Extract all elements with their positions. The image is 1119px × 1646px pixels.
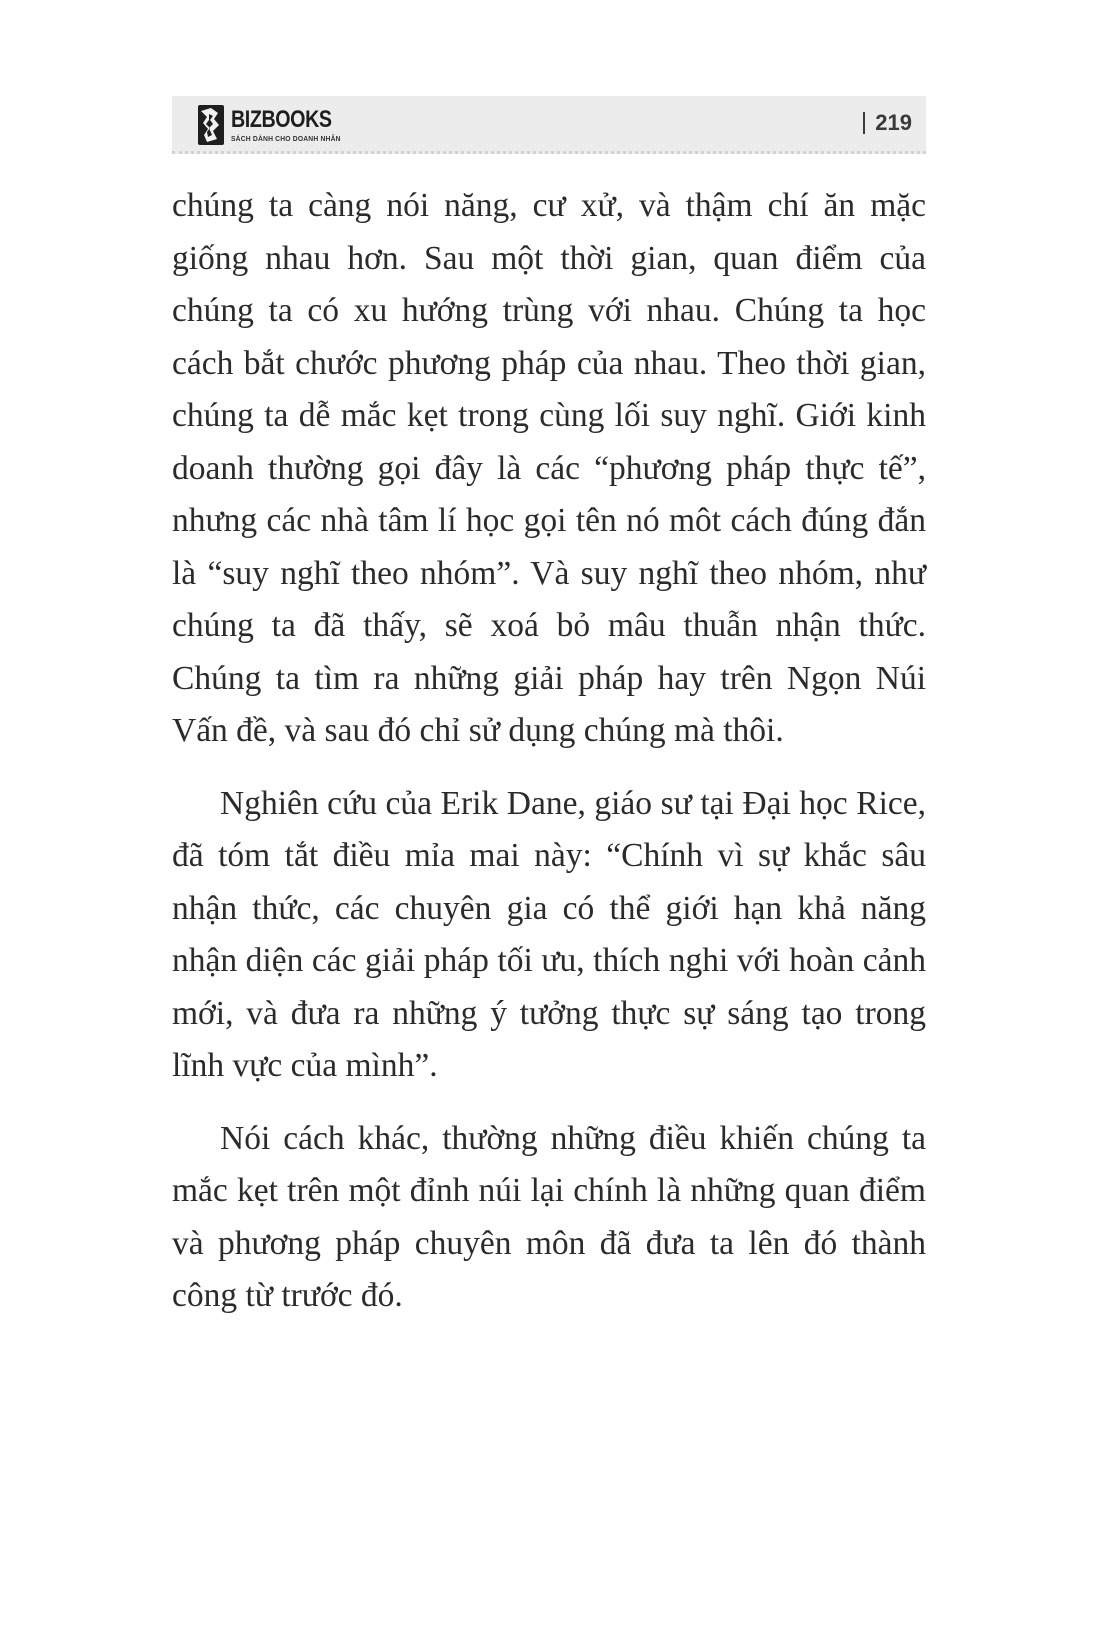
body-text — [172, 180, 926, 1323]
page-number-divider — [863, 112, 865, 134]
publisher-logo — [198, 105, 354, 145]
page-number-value: 219 — [875, 110, 912, 135]
bizbooks-logo-icon — [198, 105, 224, 145]
page-header — [172, 96, 926, 154]
paragraph: Nói cách khác, thường những điều khiến chúng ta mắc kẹt trên một đỉnh núi lại chính là những quan điểm và phương pháp chuyên môn đã đưa ta lên đó thành công từ trước đó. — [172, 1119, 926, 1314]
page-number — [863, 110, 912, 136]
paragraph: Nghiên cứu của Erik Dane, giáo sư tại Đại học Rice, đã tóm tắt điều mỉa mai này: “Chính vì sự khắc sâu nhận thức, các chuyên gia có thể giới hạn khả năng nhận diện các giải pháp tối ưu, thích nghi với hoàn cảnh mới, và đưa ra những ý tưởng thực sự sáng tạo trong lĩnh vực của mình”. — [172, 784, 926, 1084]
paragraph: chúng ta càng nói năng, cư xử, và thậm chí ăn mặc giống nhau hơn. Sau một thời gian, quan điểm của chúng ta có xu hướng trùng với nhau. Chúng ta học cách bắt chước phương pháp của nhau. Theo thời gian, chúng ta dễ mắc kẹt trong cùng lối suy nghĩ. Giới kinh doanh thường gọi đây là các “phương pháp thực tế”, nhưng các nhà tâm lí học gọi tên nó môt cách đúng đắn là “suy nghĩ theo nhóm”. Và suy nghĩ theo nhóm, như chúng ta đã thấy, sẽ xoá bỏ mâu thuẫn nhận thức. Chúng ta tìm ra những giải pháp hay trên Ngọn Núi Vấn đề, và sau đó chỉ sử dụng chúng mà thôi. — [172, 187, 926, 749]
brand-name: BIZBOOKS — [231, 105, 332, 133]
brand-tagline: SÁCH DÀNH CHO DOANH NHÂN — [231, 133, 341, 143]
